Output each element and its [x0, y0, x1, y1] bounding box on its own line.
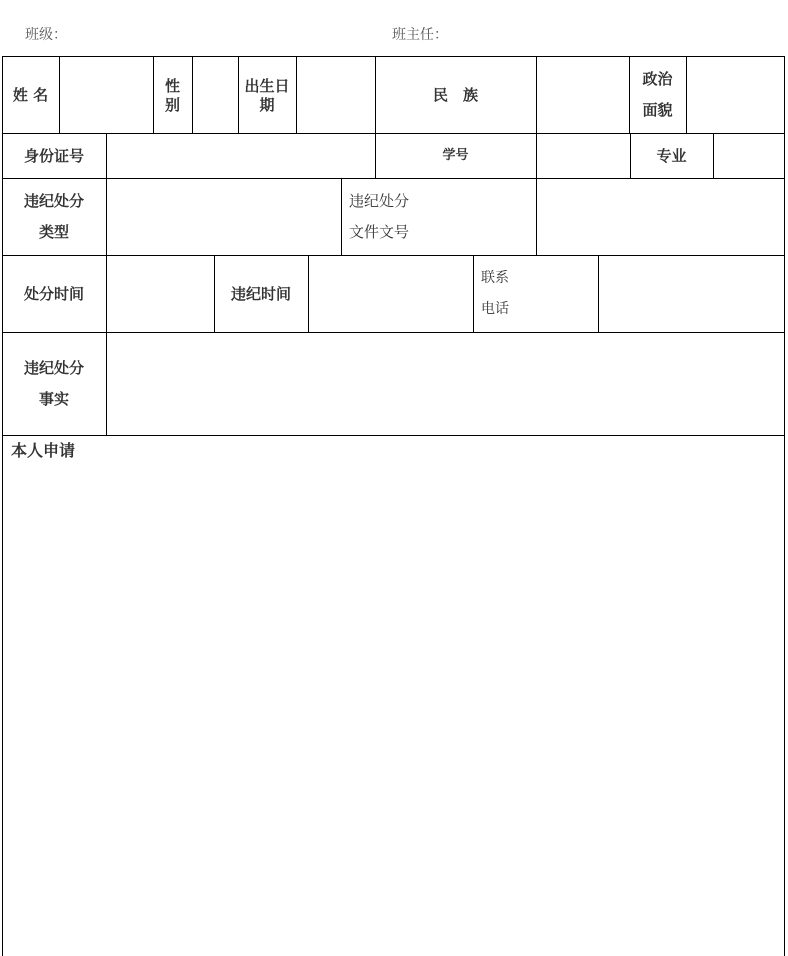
discipline-type-label-2: 类型	[38, 223, 69, 241]
violation-time-label: 违纪时间	[230, 285, 291, 303]
name-field[interactable]	[60, 57, 153, 133]
id-card-field[interactable]	[107, 134, 375, 178]
col-divider	[473, 255, 474, 332]
birth-date-field[interactable]	[297, 57, 375, 133]
major-label: 专业	[656, 147, 687, 165]
discipline-type-label-1: 违纪处分	[23, 192, 84, 210]
gender-field[interactable]	[193, 57, 238, 133]
doc-no-label-1: 违纪处分	[349, 192, 410, 210]
punish-time-label: 处分时间	[23, 285, 84, 303]
row-divider	[2, 435, 785, 436]
contact-label-2: 电话	[481, 301, 509, 317]
application-label: 本人申请	[11, 441, 76, 460]
facts-field[interactable]	[107, 333, 784, 435]
class-label: 班级：	[25, 27, 67, 43]
birth-label-1: 出生日	[244, 77, 290, 95]
punish-time-field[interactable]	[107, 256, 214, 332]
head-teacher-label: 班主任：	[392, 27, 448, 43]
name-label: 姓 名	[12, 86, 49, 104]
gender-label-2: 别	[164, 96, 180, 114]
violation-time-field[interactable]	[309, 256, 473, 332]
gender-label-1: 性	[164, 77, 180, 95]
facts-label-1: 违纪处分	[23, 359, 84, 377]
ethnicity-label: 民 族	[432, 86, 478, 104]
student-no-label: 学号	[442, 148, 469, 163]
birth-label-2: 期	[259, 96, 275, 114]
col-divider	[341, 178, 342, 255]
application-field[interactable]	[3, 465, 784, 912]
contact-phone-field[interactable]	[599, 256, 784, 332]
doc-no-field[interactable]	[537, 179, 784, 255]
political-status-field[interactable]	[687, 57, 784, 133]
id-card-label: 身份证号	[23, 147, 84, 165]
political-label-2: 面貌	[642, 101, 673, 119]
student-no-field[interactable]	[537, 134, 630, 178]
col-divider	[629, 56, 630, 133]
doc-no-label-2: 文件文号	[349, 223, 410, 241]
political-label-1: 政治	[642, 70, 673, 88]
discipline-type-field[interactable]	[107, 179, 341, 255]
ethnicity-field[interactable]	[537, 57, 629, 133]
facts-label-2: 事实	[38, 390, 69, 408]
major-field[interactable]	[714, 134, 784, 178]
contact-label-1: 联系	[481, 270, 509, 286]
